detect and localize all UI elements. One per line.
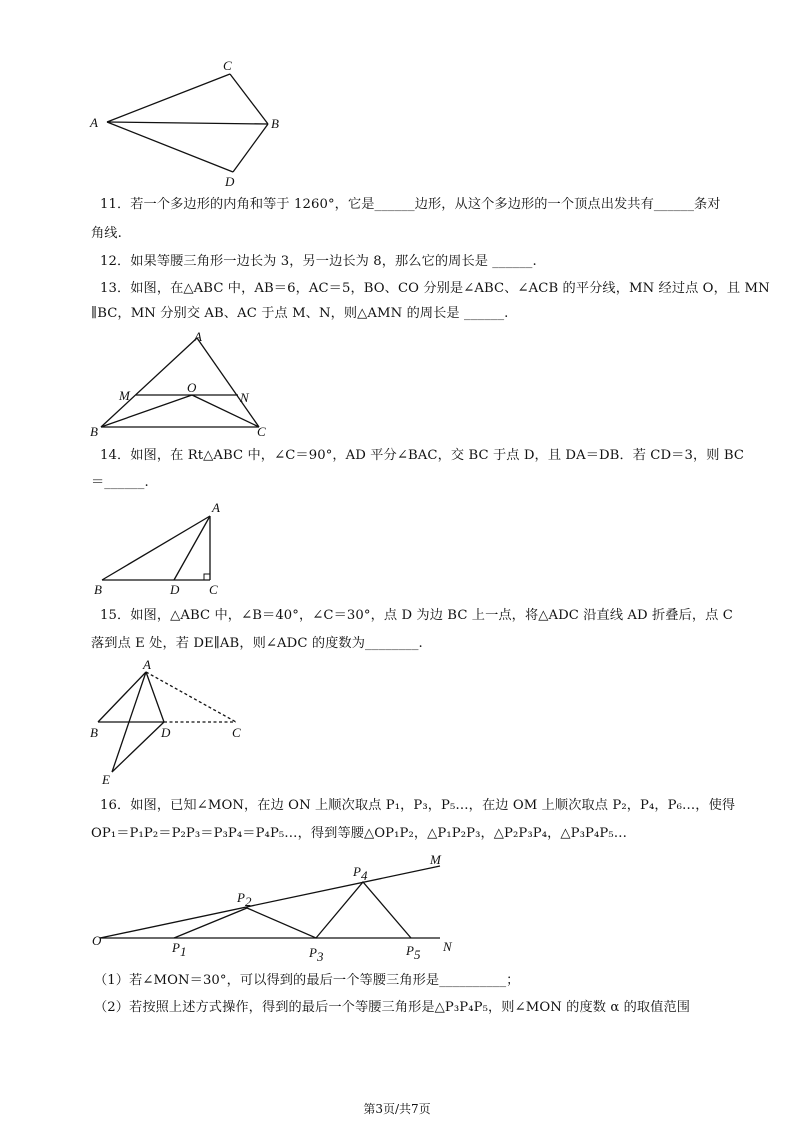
segment-OC — [192, 395, 259, 427]
q14-line1: 14．如图，在 Rt△ABC 中，∠C＝90°，AD 平分∠BAC，交 BC 于点 D，且 DA＝DB．若 CD＝3，则 BC — [100, 448, 745, 463]
segment-CB — [230, 74, 268, 124]
q13-line1: 13．如图，在△ABC 中，AB＝6，AC＝5，BO、CO 分别是∠ABC、∠ACB 的平分线，MN 经过点 O，且 MN — [100, 281, 770, 296]
label-E: E — [102, 772, 110, 787]
label-P3: P3 — [309, 945, 324, 964]
label-A: A — [90, 115, 98, 130]
label-A: A — [212, 500, 220, 515]
label-C: C — [223, 58, 232, 73]
segment-AD — [107, 122, 233, 172]
figure-q13 — [88, 330, 278, 440]
label-B: B — [94, 582, 102, 597]
label-B: B — [90, 725, 98, 740]
label-N: N — [443, 939, 452, 954]
label-O: O — [187, 380, 197, 395]
label-D: D — [225, 174, 235, 189]
segment-AB — [107, 122, 268, 124]
label-A: A — [143, 657, 151, 672]
label-O: O — [92, 933, 102, 948]
segment-AC — [107, 74, 230, 122]
triangle-mn-diagram — [88, 330, 278, 440]
q11-line1: 11．若一个多边形的内角和等于 1260°，它是______边形，从这个多边形的一个顶点出发共有______条对 — [100, 197, 721, 212]
label-C: C — [232, 725, 241, 740]
q13-line2: ∥BC，MN 分别交 AB、AC 于点 M、N，则△AMN 的周长是 ______. — [91, 306, 509, 321]
segment-DA — [174, 516, 210, 580]
figure-q15 — [84, 657, 254, 787]
segment-AD — [146, 672, 164, 722]
figure-q14 — [88, 500, 238, 600]
q16-line2: OP₁＝P₁P₂＝P₂P₃＝P₃P₄＝P₄P₅…，得到等腰△OP₁P₂，△P₁P₂P₃，△P₂P₃P₄，△P₃P₄P₅… — [91, 826, 628, 841]
label-C: C — [209, 582, 218, 597]
label-P2: P2 — [237, 890, 252, 909]
label-D: D — [170, 582, 180, 597]
label-P5: P5 — [406, 943, 421, 962]
label-A: A — [194, 329, 202, 344]
label-B: B — [271, 116, 279, 131]
isosceles-chain-diagram — [88, 850, 468, 965]
label-B: B — [90, 424, 98, 439]
ray-OM — [100, 866, 440, 938]
segment-AC-dashed — [146, 672, 236, 722]
label-P1: P1 — [172, 940, 187, 959]
fold-triangle-diagram — [84, 657, 254, 787]
page-number: 第3页/共7页 — [363, 1102, 431, 1116]
label-D: D — [161, 725, 171, 740]
segment-AB — [101, 338, 197, 427]
q16-sub2: （2）若按照上述方式操作，得到的最后一个等腰三角形是△P₃P₄P₅，则∠MON 的度数 α 的取值范围 — [94, 1000, 691, 1015]
right-angle-mark — [204, 574, 210, 580]
q15-line1: 15．如图，△ABC 中，∠B＝40°，∠C＝30°，点 D 为边 BC 上一点，将△ADC 沿直线 AD 折叠后，点 C — [100, 608, 733, 623]
segment-BA — [102, 516, 210, 580]
zigzag-P1-P5 — [174, 882, 411, 938]
right-triangle-diagram — [88, 500, 238, 600]
label-M: M — [119, 388, 130, 403]
segment-ED — [112, 722, 164, 772]
label-P4: P4 — [353, 864, 368, 883]
figure-q16 — [88, 850, 468, 965]
label-M: M — [430, 852, 441, 867]
segment-DB — [233, 124, 268, 172]
label-N: N — [240, 390, 249, 405]
segment-BO — [101, 395, 192, 427]
label-C: C — [257, 424, 266, 439]
q12-line1: 12．如果等腰三角形一边长为 3，另一边长为 8，那么它的周长是 ______. — [100, 254, 537, 269]
segment-AC — [197, 338, 259, 427]
segment-BA — [98, 672, 146, 722]
q16-line1: 16．如图，已知∠MON，在边 ON 上顺次取点 P₁，P₃，P₅…，在边 OM 上顺次取点 P₂，P₄，P₆…，使得 — [100, 798, 736, 813]
figure-kite — [80, 55, 300, 195]
q14-line2: ＝______. — [91, 475, 149, 490]
kite-diagram — [80, 55, 300, 195]
q11-line2: 角线. — [91, 226, 122, 241]
q16-sub1: （1）若∠MON＝30°，可以得到的最后一个等腰三角形是__________； — [94, 973, 520, 988]
q15-line2: 落到点 E 处，若 DE∥AB，则∠ADC 的度数为________. — [91, 636, 423, 651]
